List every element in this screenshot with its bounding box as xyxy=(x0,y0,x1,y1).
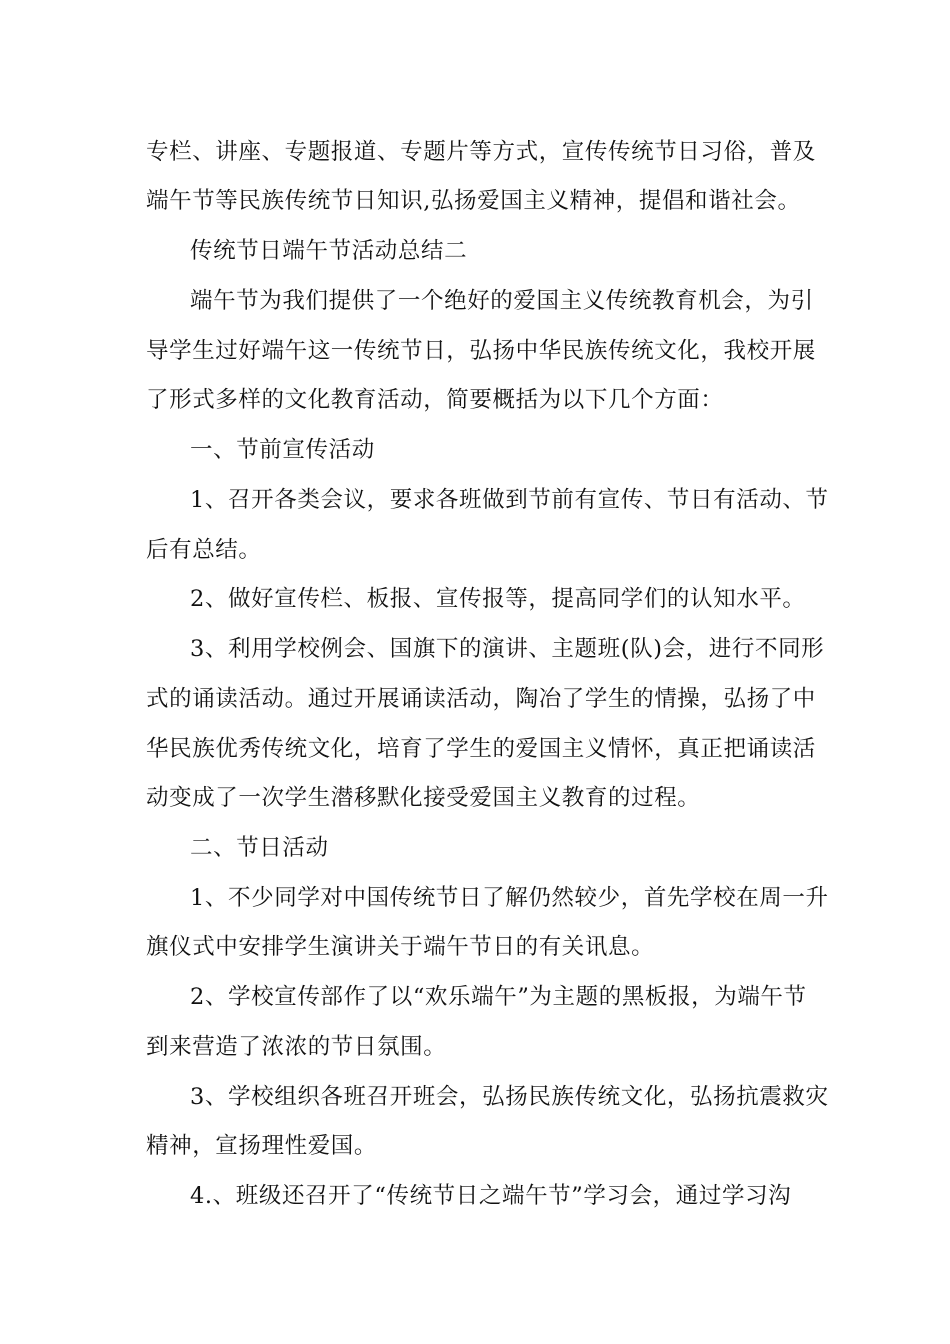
text-line: 到来营造了浓浓的节日氛围。 xyxy=(146,1034,447,1060)
text-line: 式的诵读活动。通过开展诵读活动，陶冶了学生的情操，弘扬了中 xyxy=(146,686,816,712)
subsection-heading: 一、节前宣传活动 xyxy=(190,437,375,463)
text-line: 动变成了一次学生潜移默化接受爱国主义教育的过程。 xyxy=(146,785,701,811)
text-line: 后有总结。 xyxy=(146,537,262,563)
paragraph-first-line: 端午节为我们提供了一个绝好的爱国主义传统教育机会，为引 xyxy=(190,288,814,314)
text-line: 专栏、讲座、专题报道、专题片等方式，宣传传统节日习俗，普及 xyxy=(146,139,816,165)
list-item-first-line: 2、学校宣传部作了以“欢乐端午”为主题的黑板报，为端午节 xyxy=(190,984,807,1010)
list-item-first-line: 1、不少同学对中国传统节日了解仍然较少，首先学校在周一升 xyxy=(190,885,829,911)
text-line: 导学生过好端午这一传统节日，弘扬中华民族传统文化，我校开展 xyxy=(146,338,816,364)
section-heading: 传统节日端午节活动总结二 xyxy=(190,238,468,264)
list-item-first-line: 1、召开各类会议，要求各班做到节前有宣传、节日有活动、节 xyxy=(190,487,829,513)
list-item-first-line: 2、做好宣传栏、板报、宣传报等，提高同学们的认知水平。 xyxy=(190,586,806,612)
list-item-first-line: 3、利用学校例会、国旗下的演讲、主题班(队)会，进行不同形 xyxy=(190,636,825,662)
list-item-first-line: 4.、班级还召开了“传统节日之端午节”学习会，通过学习沟 xyxy=(190,1183,792,1209)
text-line: 精神，宣扬理性爱国。 xyxy=(146,1133,378,1159)
subsection-heading: 二、节日活动 xyxy=(190,835,329,861)
text-line: 了形式多样的文化教育活动，简要概括为以下几个方面： xyxy=(146,387,724,413)
text-line: 华民族优秀传统文化，培育了学生的爱国主义情怀，真正把诵读活 xyxy=(146,736,816,762)
list-item-first-line: 3、学校组织各班召开班会，弘扬民族传统文化，弘扬抗震救灾 xyxy=(190,1084,829,1110)
text-line: 旗仪式中安排学生演讲关于端午节日的有关讯息。 xyxy=(146,934,655,960)
text-line: 端午节等民族传统节日知识,弘扬爱国主义精神，提倡和谐社会。 xyxy=(146,188,801,214)
